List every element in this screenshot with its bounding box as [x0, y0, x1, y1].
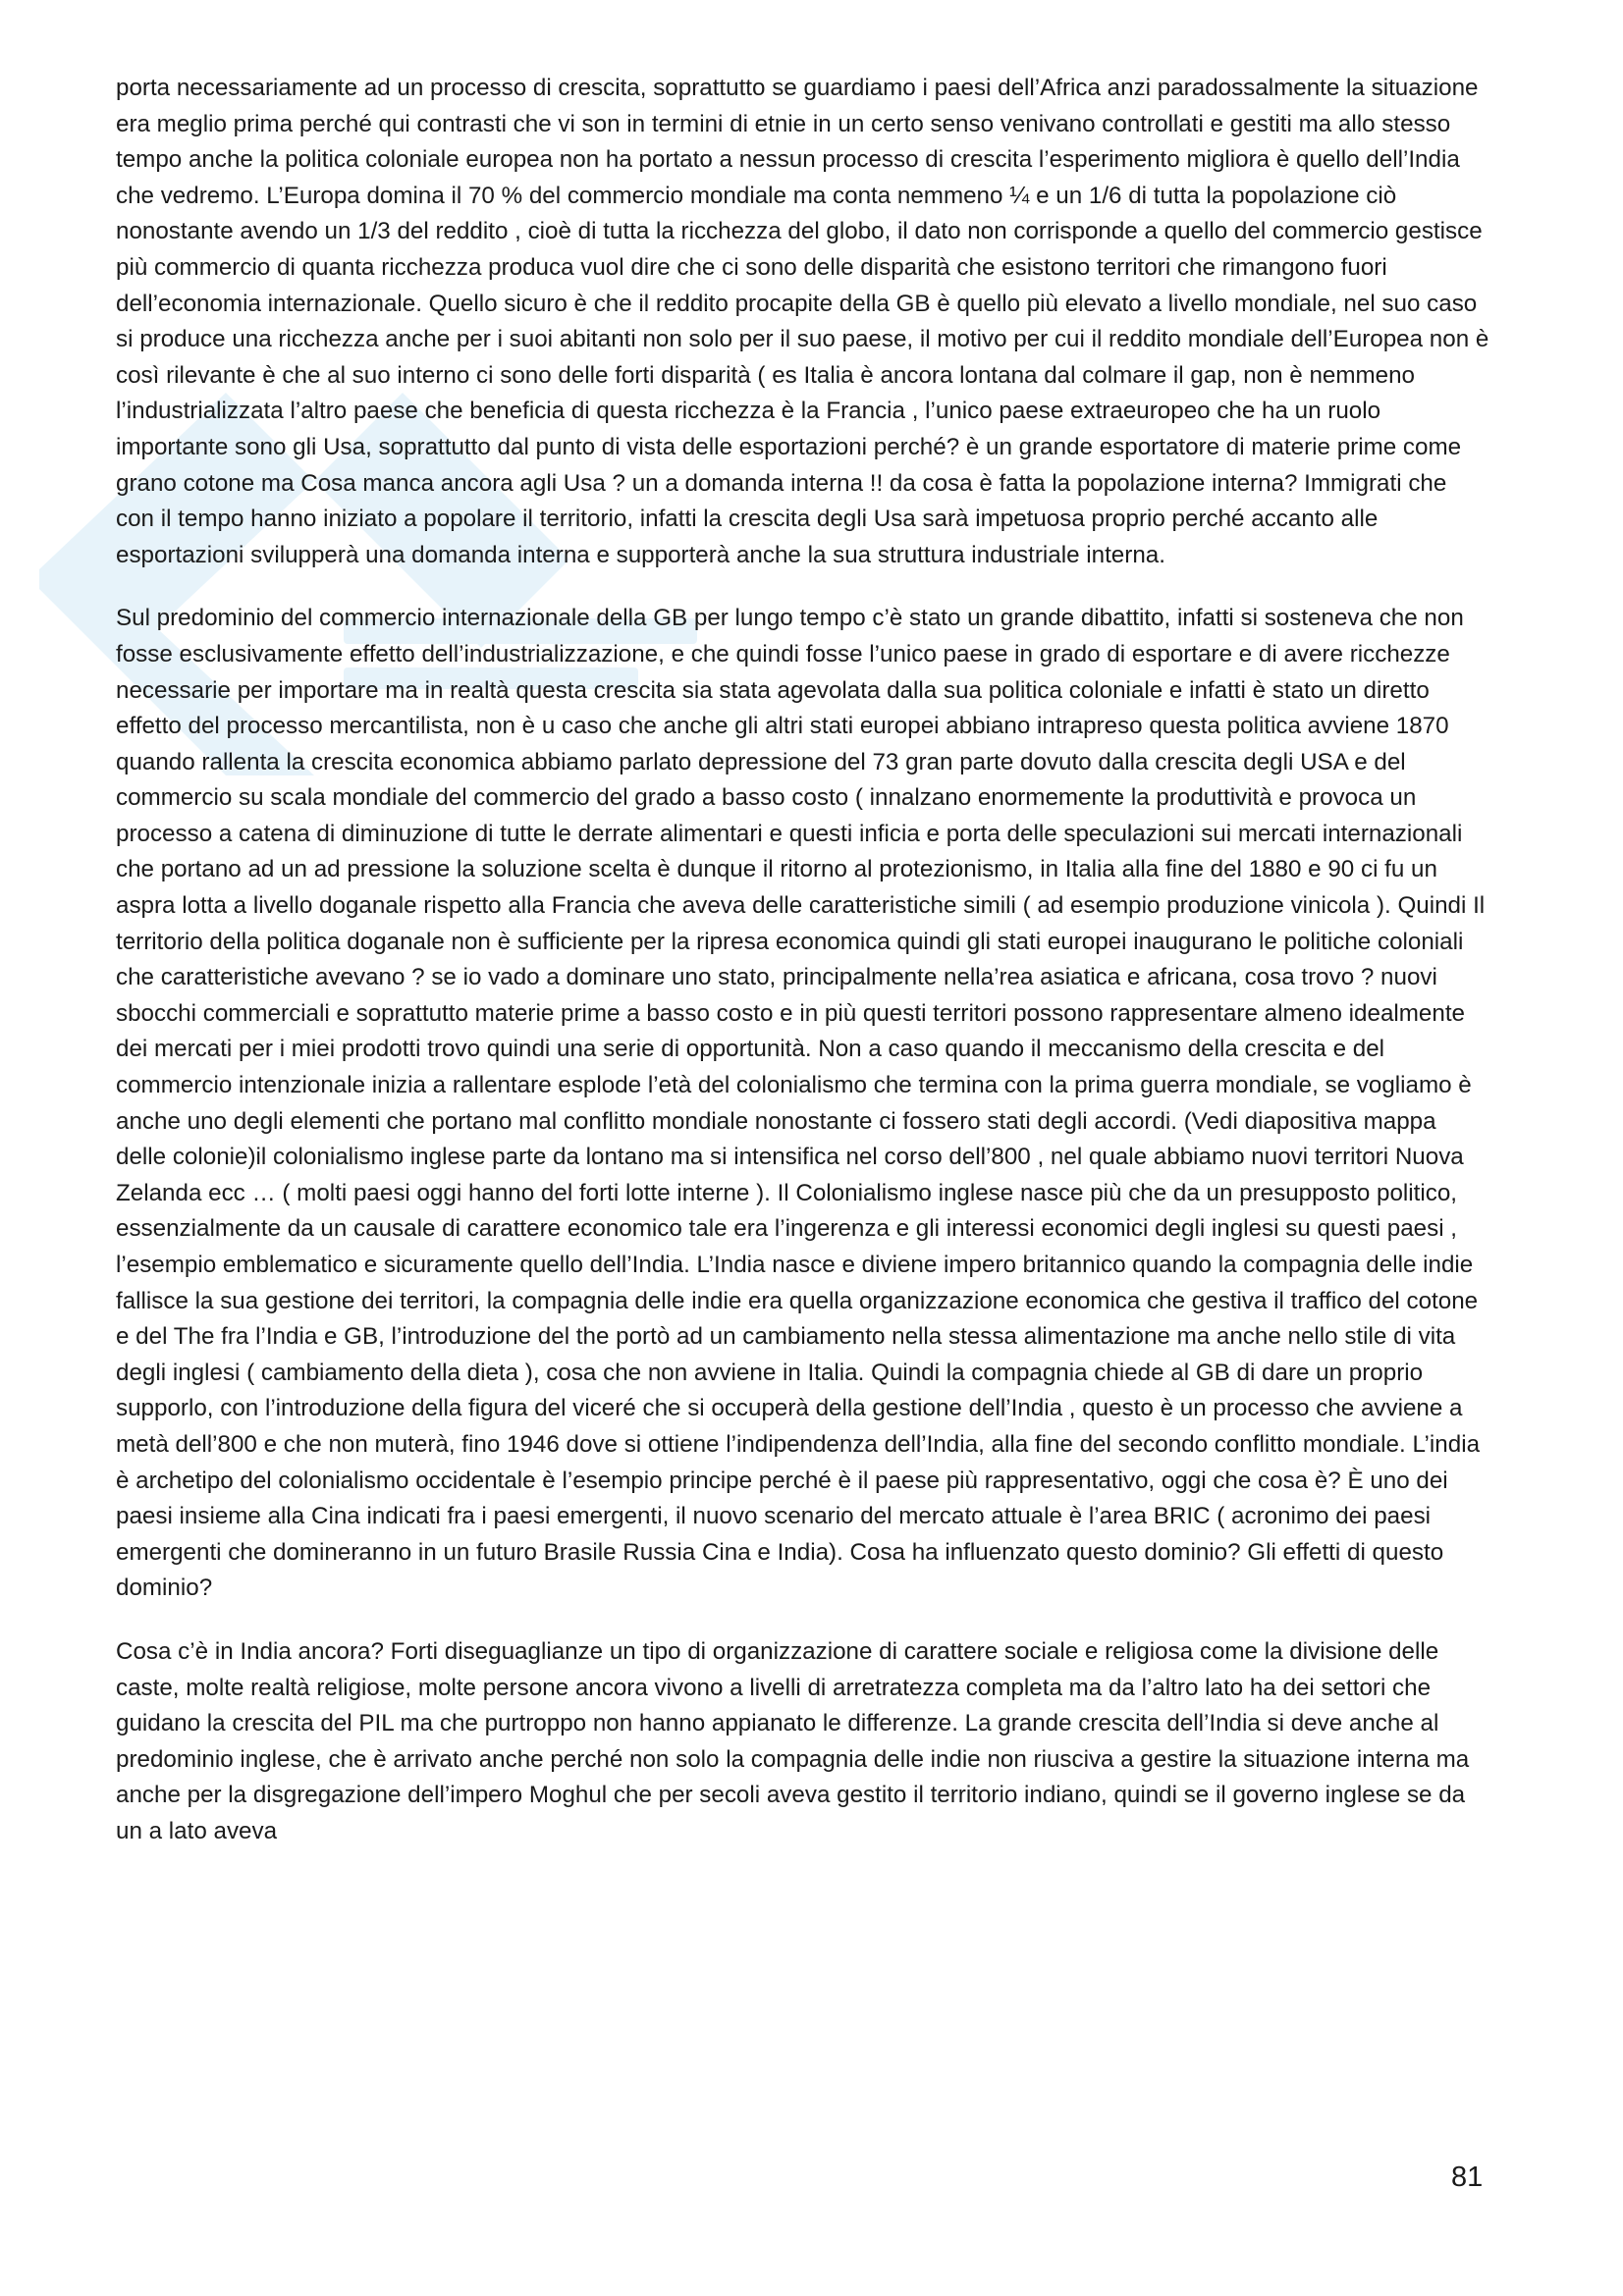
- paragraph-2: Sul predominio del commercio internazionale della GB per lungo tempo c’è stato un grande dibattito, infatti si sosteneva che non fosse esclusivamente effetto dell’industrializzazione, e che quindi fosse l’unico paese in grado di esportare e di avere ricchezze necessarie per importare ma in realtà questa crescita sia stata agevolata dalla sua politica coloniale e infatti è stato un diretto effetto del processo mercantilista, non è u caso che anche gli altri stati europei abbiano intrapreso questa politica avviene 1870 quando rallenta la crescita economica abbiamo parlato depressione del 73 gran parte dovuto dalla crescita degli USA e del commercio su scala mondiale del commercio del grado a basso costo ( innalzano enormemente la produttività e provoca un processo a catena di diminuzione di tutte le derrate alimentari e questi inficia e porta delle speculazioni sui mercati internazionali che portano ad un ad pressione la soluzione scelta è dunque il ritorno al protezionismo, in Italia alla fine del 1880 e 90 ci fu un aspra lotta a livello doganale rispetto alla Francia che aveva delle caratteristiche simili ( ad esempio produzione vinicola ). Quindi Il territorio della politica doganale non è sufficiente per la ripresa economica quindi gli stati europei inaugurano le politiche coloniali che caratteristiche avevano ? se io vado a dominare uno stato, principalmente nella’rea asiatica e africana, cosa trovo ? nuovi sbocchi commerciali e soprattutto materie prime a basso costo e in più questi territori possono rappresentare almeno idealmente dei mercati per i miei prodotti trovo quindi una serie di opportunità. Non a caso quando il meccanismo della crescita e del commercio intenzionale inizia a rallentare esplode l’età del colonialismo che termina con la prima guerra mondiale, se vogliamo è anche uno degli elementi che portano mal conflitto mondiale nonostante ci fossero stati degli accordi. (Vedi diapositiva mappa delle colonie)il colonialismo inglese parte da lontano ma si intensifica nel corso dell’800 , nel quale abbiamo nuovi territori Nuova Zelanda ecc … ( molti paesi oggi hanno del forti lotte interne ). Il Colonialismo inglese nasce più che da un presupposto politico, essenzialmente da un causale di carattere economico tale era l’ingerenza e gli interessi economici degli inglesi su questi paesi , l’esempio emblematico e sicuramente quello dell’India. L’India nasce e diviene impero britannico quando la compagnia delle indie fallisce la sua gestione dei territori, la compagnia delle indie era quella organizzazione economica che gestiva il traffico del cotone e del The fra l’India e GB, l’introduzione del the portò ad un cambiamento nella stessa alimentazione ma anche nello stile di vita degli inglesi ( cambiamento della dieta ), cosa che non avviene in Italia. Quindi la compagnia chiede al GB di dare un proprio supporlo, con l’introduzione della figura del viceré che si occuperà della gestione dell’India , questo è un processo che avviene a metà dell’800 e che non muterà, fino 1946 dove si ottiene l’indipendenza dell’India, alla fine del secondo conflitto mondiale. L’india è archetipo del colonialismo occidentale è l’esempio principe perché è il paese più rappresentativo, oggi che cosa è? È uno dei paesi insieme alla Cina indicati fra i paesi emergenti, il nuovo scenario del mercato attuale è l’area BRIC ( acronimo dei paesi emergenti che domineranno in un futuro Brasile Russia Cina e India). Cosa ha influenzato questo dominio? Gli effetti di questo dominio?: [116, 605, 1486, 1602]
- paragraph-1: porta necessariamente ad un processo di crescita, soprattutto se guardiamo i paesi dell’Africa anzi paradossalmente la situazione era meglio prima perché qui contrasti che vi son in termini di etnie in un certo senso venivano controllati e gestiti ma allo stesso tempo anche la politica coloniale europea non ha portato a nessun processo di crescita l’esperimento migliora è quello dell’India che vedremo. L’Europa domina il 70 % del commercio mondiale ma conta nemmeno ¼ e un 1/6 di tutta la popolazione ciò nonostante avendo un 1/3 del reddito , cioè di tutta la ricchezza del globo, il dato non corrisponde a quello del commercio gestisce più commercio di quanta ricchezza produca vuol dire che ci sono delle disparità che esistono territori che rimangono fuori dell’economia internazionale. Quello sicuro è che il reddito procapite della GB è quello più elevato a livello mondiale, nel suo caso si produce una ricchezza anche per i suoi abitanti non solo per il suo paese, il motivo per cui il reddito mondiale dell’Europea non è così rilevante è che al suo interno ci sono delle forti disparità ( es Italia è ancora lontana dal colmare il gap, non è nemmeno l’industrializzata l’altro paese che beneficia di questa ricchezza è la Francia , l’unico paese extraeuropeo che ha un ruolo importante sono gli Usa, soprattutto dal punto di vista delle esportazioni perché? è un grande esportatore di materie prime come grano cotone ma Cosa manca ancora agli Usa ? un a domanda interna !! da cosa è fatta la popolazione interna? Immigrati che con il tempo hanno iniziato a popolare il territorio, infatti la crescita degli Usa sarà impetuosa proprio perché accanto alle esportazioni svilupperà una domanda interna e supporterà anche la sua struttura industriale interna.: [116, 75, 1489, 568]
- page-number: 81: [1451, 2162, 1484, 2193]
- document-body: [116, 71, 1490, 1878]
- paragraph-3: Cosa c’è in India ancora? Forti diseguaglianze un tipo di organizzazione di carattere sociale e religiosa come la divisione delle caste, molte realtà religiose, molte persone ancora vivono a livelli di arretratezza completa ma da l’altro lato ha dei settori che guidano la crescita del PIL ma che purtroppo non hanno appianato le differenze. La grande crescita dell’India si deve anche al predominio inglese, che è arrivato anche perché non solo la compagnia delle indie non riusciva a gestire la situazione interna ma anche per la disgregazione dell’impero Moghul che per secoli aveva gestito il territorio indiano, quindi se il governo inglese se da un a lato aveva: [116, 1637, 1470, 1844]
